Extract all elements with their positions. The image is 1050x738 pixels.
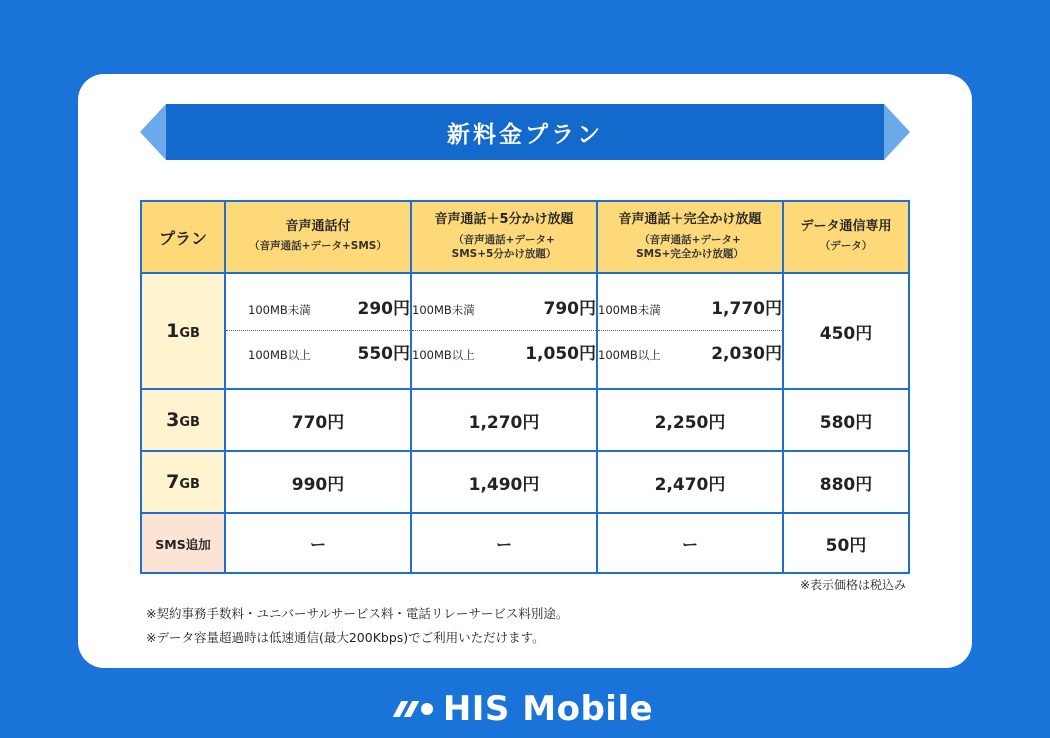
header-plan: プラン (141, 201, 225, 273)
row-label-1gb: 1GB (141, 273, 225, 389)
table-row-sms (141, 513, 909, 573)
cell-7gb-unlimited: 2,470円 (597, 451, 783, 513)
cell-1gb-unlimited: 100MB未満 1,770円 100MB以上 2,030円 (597, 273, 783, 389)
banner-right-arrow-icon (884, 104, 910, 160)
table-row-1gb (141, 273, 909, 389)
row-label-7gb: 7GB (141, 451, 225, 513)
banner-left-arrow-icon (140, 104, 166, 160)
logo-text: HIS Mobile (442, 689, 654, 729)
cell-1gb-five-min: 100MB未満 790円 100MB以上 1,050円 (411, 273, 597, 389)
tax-note: ※表示価格は税込み (799, 578, 906, 592)
table-row-3gb (141, 389, 909, 451)
plan-table (140, 200, 910, 574)
logo-mark-icon (397, 701, 433, 717)
header-unlimited: 音声通話＋完全かけ放題 （音声通話+データ+ SMS+完全かけ放題） (597, 201, 783, 273)
cell-1gb-voice: 100MB未満 290円 100MB以上 550円 (225, 273, 411, 389)
cell-7gb-voice: 990円 (225, 451, 411, 513)
cell-3gb-data: 580円 (783, 389, 909, 451)
cell-7gb-five-min: 1,490円 (411, 451, 597, 513)
cell-sms-five-min: ー (411, 513, 597, 573)
table-header-row (141, 201, 909, 273)
cell-sms-voice: ー (225, 513, 411, 573)
cell-sms-unlimited: ー (597, 513, 783, 573)
banner-title: 新料金プラン (166, 104, 884, 160)
row-label-3gb: 3GB (141, 389, 225, 451)
footnotes (146, 602, 568, 650)
row-label-sms: SMS追加 (141, 513, 225, 573)
cell-3gb-voice: 770円 (225, 389, 411, 451)
footnote: ※データ容量超過時は低速通信(最大200Kbps)でご利用いただけます。 (146, 630, 545, 645)
table-row-7gb (141, 451, 909, 513)
header-five-min: 音声通話＋5分かけ放題 （音声通話+データ+ SMS+5分かけ放題） (411, 201, 597, 273)
cell-3gb-five-min: 1,270円 (411, 389, 597, 451)
plan-card (78, 74, 972, 668)
cell-7gb-data: 880円 (783, 451, 909, 513)
cell-3gb-unlimited: 2,250円 (597, 389, 783, 451)
title-banner (140, 104, 910, 160)
header-voice: 音声通話付 （音声通話+データ+SMS） (225, 201, 411, 273)
his-mobile-logo (0, 686, 1050, 732)
header-data-only: データ通信専用 （データ） (783, 201, 909, 273)
footnote: ※契約事務手数料・ユニバーサルサービス料・電話リレーサービス料別途。 (146, 606, 569, 621)
cell-sms-data: 50円 (783, 513, 909, 573)
cell-1gb-data: 450円 (783, 273, 909, 389)
